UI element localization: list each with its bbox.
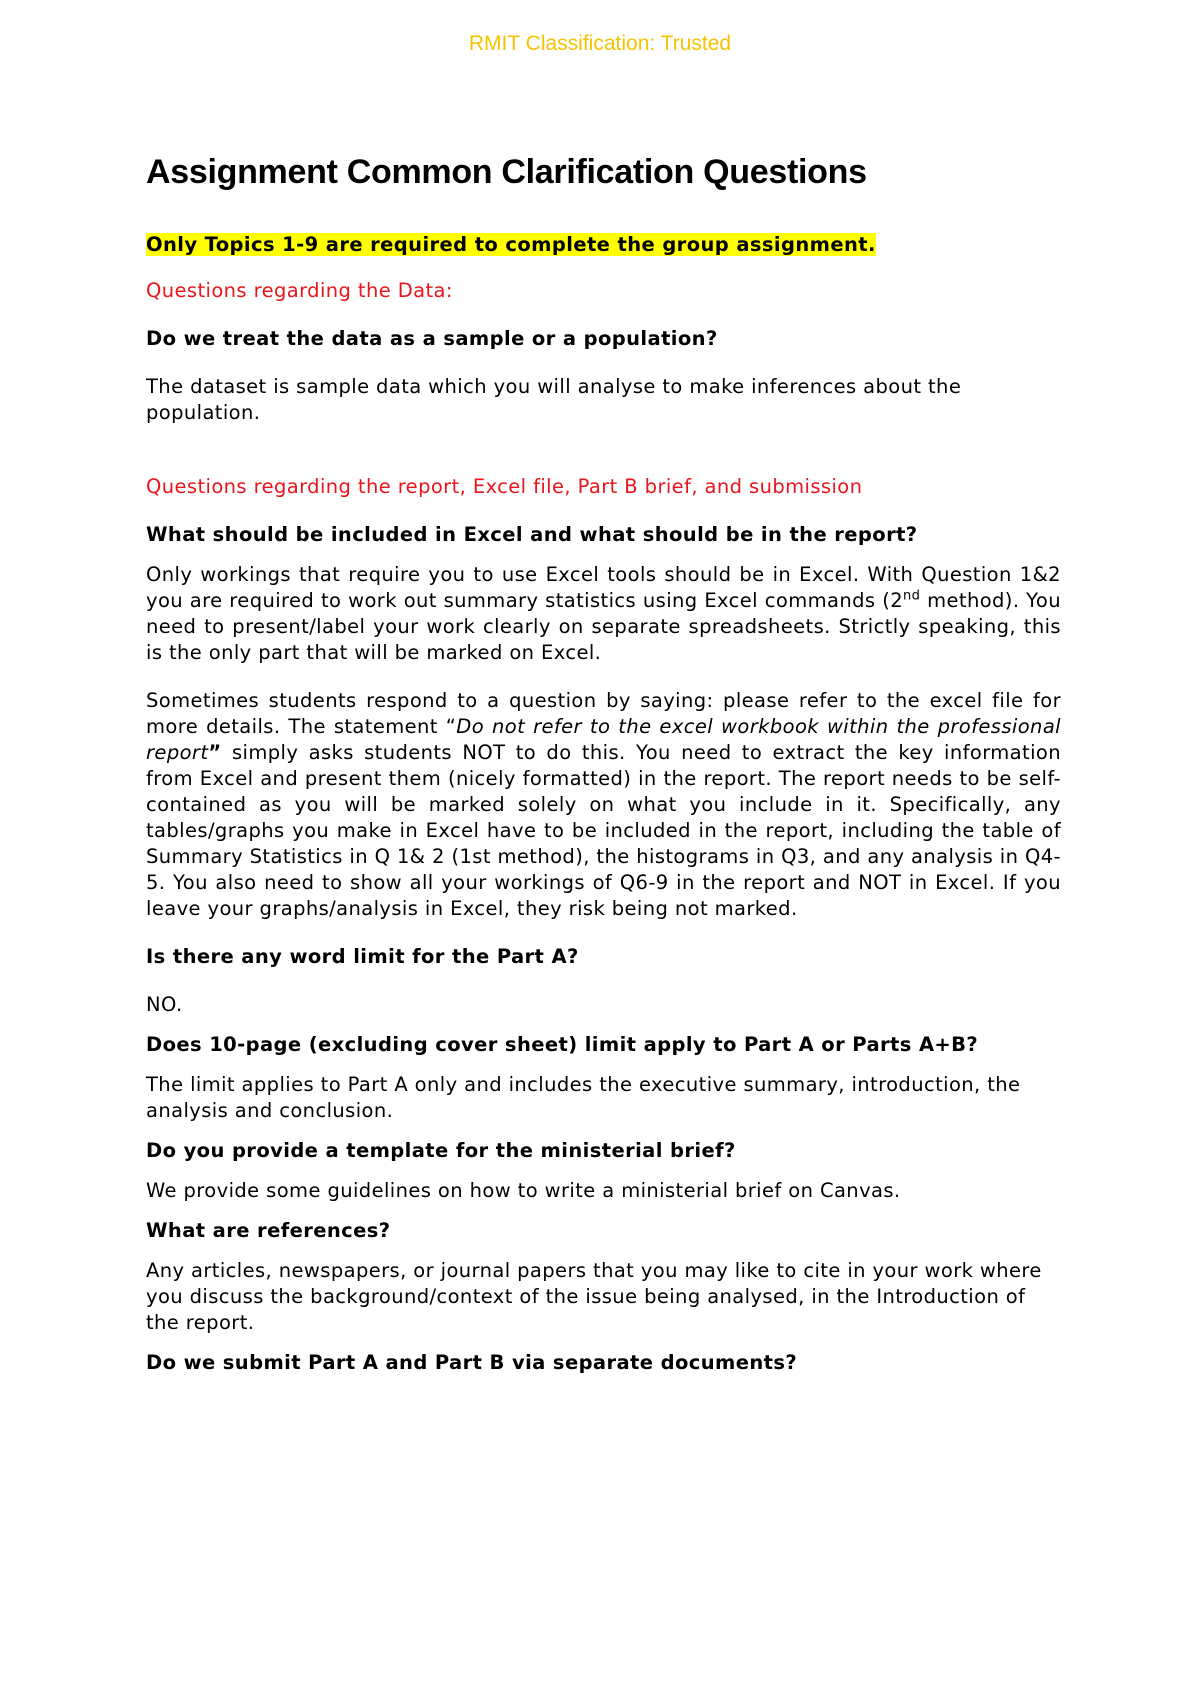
answer-excel-p2-start: Sometimes students respond to a question by saying: please refer to the excel file for more details. The statement “ [146, 689, 1061, 738]
highlighted-notice [146, 232, 1061, 258]
answer-excel-paragraph-2 [146, 688, 1061, 922]
highlighted-notice-text: Only Topics 1-9 are required to complete the group assignment. [146, 233, 876, 256]
answer-excel-p2-end: simply asks students NOT to do this. You need to extract the key information from Excel and present them (nicely formatted) in the report. The report needs to be self-contained as you will be marked solely on what you include in it. Specifically, any tables/graphs you make in Excel have to be included in the report, including the table of Summary Statistics in Q 1& 2 (1st method), the histograms in Q3, and any analysis in Q4-5. You also need to show all your workings of Q6-9 in the report and NOT in Excel. If you leave your graphs/analysis in Excel, they risk being not marked. [146, 741, 1061, 920]
question-sample-population: Do we treat the data as a sample or a population? [146, 327, 718, 350]
question-submit-separate: Do we submit Part A and Part B via separate documents? [146, 1351, 798, 1374]
page-title: Assignment Common Clarification Questions [146, 153, 867, 191]
answer-template: We provide some guidelines on how to write a ministerial brief on Canvas. [146, 1179, 901, 1202]
answer-sample-population: The dataset is sample data which you will analyse to make inferences about the population. [146, 375, 962, 424]
question-excel-report: What should be included in Excel and what should be in the report? [146, 523, 918, 546]
answer-references: Any articles, newspapers, or journal papers that you may like to cite in your work where you discuss the background/context of the issue being analysed, in the Introduction of the report. [146, 1259, 1042, 1334]
question-references: What are references? [146, 1219, 391, 1242]
section-heading-report: Questions regarding the report, Excel file, Part B brief, and submission [146, 475, 863, 498]
answer-excel-p1-superscript: nd [903, 588, 921, 604]
document-body [146, 150, 1061, 1398]
question-template: Do you provide a template for the ministerial brief? [146, 1139, 736, 1162]
question-page-limit: Does 10-page (excluding cover sheet) limit apply to Part A or Parts A+B? [146, 1033, 979, 1056]
question-word-limit: Is there any word limit for the Part A? [146, 945, 579, 968]
section-heading-data: Questions regarding the Data: [146, 279, 453, 302]
answer-excel-p2-quote: ” [208, 741, 222, 764]
answer-page-limit: The limit applies to Part A only and includes the executive summary, introduction, the analysis and conclusion. [146, 1073, 1021, 1122]
answer-excel-p1-start: Only workings that require you to use Excel tools should be in Excel. With Question 1&2 you are required to work out summary statistics using Excel commands (2 [146, 563, 1061, 612]
answer-word-limit: NO. [146, 993, 183, 1016]
answer-excel-p1-end: method). You need to present/label your work clearly on separate spreadsheets. Strictly speaking, this is the only part that will be marked on Excel. [146, 589, 1061, 664]
answer-excel-paragraph-1 [146, 562, 1061, 666]
answer-excel-p2-italic: Do not refer to the excel workbook within the professional report [146, 715, 1061, 764]
classification-header: RMIT Classification: Trusted [468, 32, 732, 55]
